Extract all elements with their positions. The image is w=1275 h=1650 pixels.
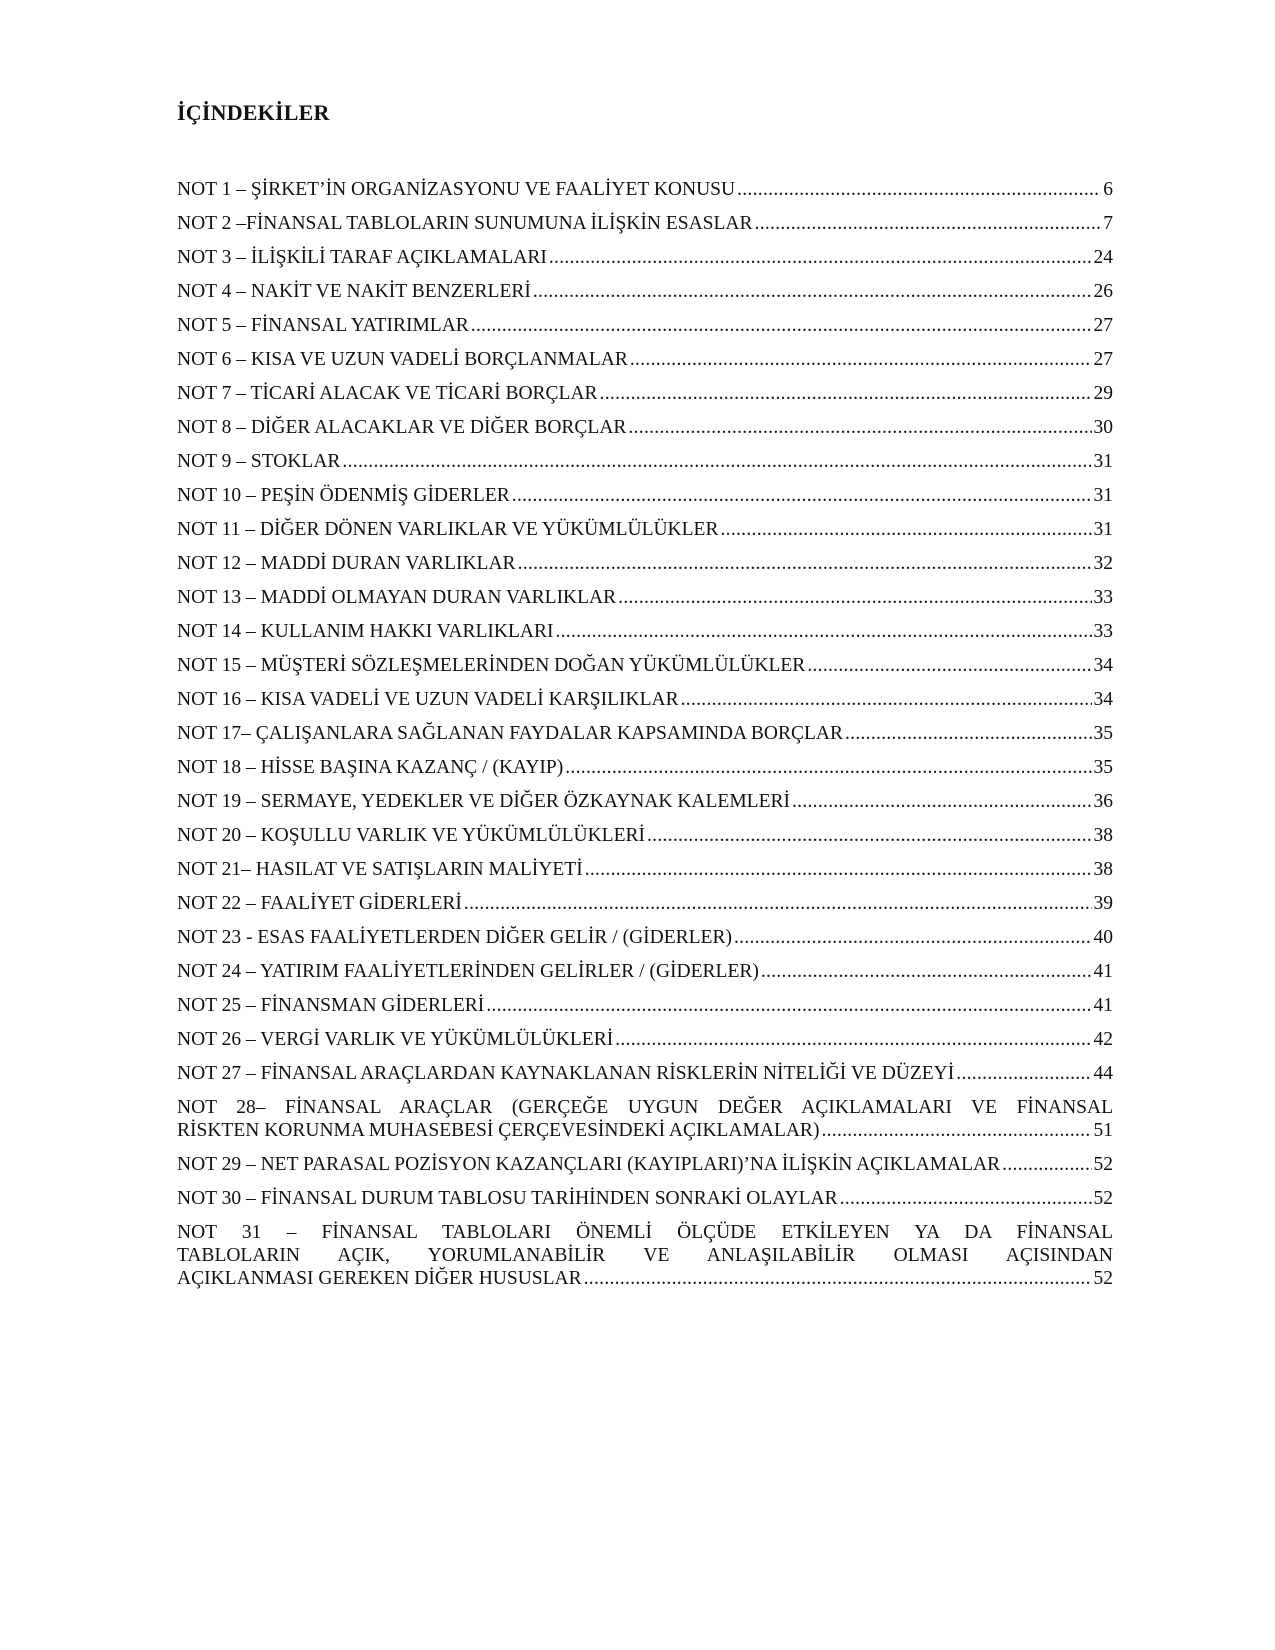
toc-page-number: 31: [1093, 485, 1113, 506]
toc-entry[interactable]: [177, 382, 1113, 405]
toc-entry-row: [177, 994, 1113, 1017]
toc-entry[interactable]: [177, 620, 1113, 643]
toc-page-number: 52: [1093, 1188, 1113, 1209]
dot-leader: [584, 1267, 1092, 1290]
toc-entry-row: [177, 1028, 1113, 1051]
toc-entry[interactable]: [177, 926, 1113, 949]
toc-entry[interactable]: [177, 518, 1113, 541]
toc-entry[interactable]: [177, 552, 1113, 575]
toc-entry-title: NOT 25 – FİNANSMAN GİDERLERİ: [177, 995, 485, 1016]
toc-entry-row: [177, 1267, 1113, 1290]
toc-page-number: 26: [1093, 281, 1113, 302]
dot-leader: [512, 484, 1092, 507]
toc-page-number: 30: [1093, 417, 1113, 438]
toc-entry-row: [177, 960, 1113, 983]
dot-leader: [761, 960, 1092, 983]
toc-page-number: 27: [1093, 349, 1113, 370]
toc-entry[interactable]: [177, 892, 1113, 915]
toc-entry[interactable]: [177, 790, 1113, 813]
toc-entry[interactable]: [177, 212, 1113, 235]
dot-leader: [486, 994, 1091, 1017]
toc-entry-row: [177, 620, 1113, 643]
toc-page-number: 33: [1093, 621, 1113, 642]
toc-page-number: 34: [1093, 689, 1113, 710]
toc-entry-title: NOT 10 – PEŞİN ÖDENMİŞ GİDERLER: [177, 485, 510, 506]
toc-page-number: 52: [1093, 1154, 1113, 1175]
toc-page-number: 35: [1093, 723, 1113, 744]
toc-entry-title: NOT 19 – SERMAYE, YEDEKLER VE DİĞER ÖZKAYNAK KALEMLERİ: [177, 791, 790, 812]
toc-entry-title: NOT 13 – MADDİ OLMAYAN DURAN VARLIKLAR: [177, 587, 617, 608]
toc-entry-title: NOT 18 – HİSSE BAŞINA KAZANÇ / (KAYIP): [177, 757, 564, 778]
dot-leader: [471, 314, 1092, 337]
dot-leader: [549, 246, 1092, 269]
toc-entry-title: NOT 29 – NET PARASAL POZİSYON KAZANÇLARI (KAYIPLARI)’NA İLİŞKİN AÇIKLAMALAR: [177, 1154, 1001, 1175]
toc-entry-title: NOT 20 – KOŞULLU VARLIK VE YÜKÜMLÜLÜKLERİ: [177, 825, 645, 846]
toc-entry-title: NOT 23 - ESAS FAALİYETLERDEN DİĞER GELİR / (GİDERLER): [177, 927, 732, 948]
toc-page-number: 34: [1093, 655, 1113, 676]
toc-entry-row: [177, 314, 1113, 337]
toc-page-number: 31: [1093, 519, 1113, 540]
toc-entry-title: NOT 3 – İLİŞKİLİ TARAF AÇIKLAMALARI: [177, 247, 547, 268]
toc-page-number: 52: [1093, 1268, 1113, 1289]
dot-leader: [807, 654, 1091, 677]
dot-leader: [555, 620, 1091, 643]
toc-entry-row: [177, 1187, 1113, 1210]
toc-entry-row: [177, 586, 1113, 609]
dot-leader: [628, 416, 1091, 439]
toc-entry-row: [177, 1062, 1113, 1085]
toc-entry-title-line: NOT 28– FİNANSAL ARAÇLAR (GERÇEĞE UYGUN DEĞER AÇIKLAMALARI VE FİNANSAL: [177, 1097, 1113, 1118]
toc-entry-title: NOT 16 – KISA VADELİ VE UZUN VADELİ KARŞILIKLAR: [177, 689, 679, 710]
dot-leader: [734, 926, 1092, 949]
toc-entry-title: NOT 4 – NAKİT VE NAKİT BENZERLERİ: [177, 281, 531, 302]
dot-leader: [1002, 1153, 1091, 1176]
toc-page-number: 27: [1093, 315, 1113, 336]
toc-entry[interactable]: [177, 722, 1113, 745]
toc-page-number: 44: [1093, 1063, 1113, 1084]
toc-entry-title-line: NOT 31 – FİNANSAL TABLOLARI ÖNEMLİ ÖLÇÜDE ETKİLEYEN YA DA FİNANSAL: [177, 1222, 1113, 1243]
toc-entry[interactable]: [177, 824, 1113, 847]
toc-entry-row: [177, 280, 1113, 303]
toc-page-number: 38: [1093, 825, 1113, 846]
dot-leader: [737, 178, 1101, 201]
dot-leader: [681, 688, 1092, 711]
toc-entry-title: NOT 30 – FİNANSAL DURUM TABLOSU TARİHİNDEN SONRAKİ OLAYLAR: [177, 1188, 838, 1209]
dot-leader: [755, 212, 1102, 235]
toc-entry-title: NOT 5 – FİNANSAL YATIRIMLAR: [177, 315, 469, 336]
toc-entry-title: NOT 8 – DİĞER ALACAKLAR VE DİĞER BORÇLAR: [177, 417, 627, 438]
toc-entry-row: [177, 450, 1113, 473]
toc-entry-row: [177, 382, 1113, 405]
toc-entry[interactable]: [177, 1153, 1113, 1176]
dot-leader: [518, 552, 1092, 575]
dot-leader: [585, 858, 1092, 881]
toc-entry[interactable]: [177, 280, 1113, 303]
toc-entry[interactable]: [177, 756, 1113, 779]
toc-entry-title: NOT 9 – STOKLAR: [177, 451, 341, 472]
toc-entry-title: NOT 14 – KULLANIM HAKKI VARLIKLARI: [177, 621, 554, 642]
toc-entry-row: [177, 246, 1113, 269]
dot-leader: [840, 1187, 1092, 1210]
toc-entry[interactable]: [177, 450, 1113, 473]
toc-entry-title: NOT 26 – VERGİ VARLIK VE YÜKÜMLÜLÜKLERİ: [177, 1029, 614, 1050]
toc-entry-title: NOT 7 – TİCARİ ALACAK VE TİCARİ BORÇLAR: [177, 383, 598, 404]
toc-page-number: 36: [1093, 791, 1113, 812]
toc-page-number: 40: [1093, 927, 1113, 948]
toc-entry[interactable]: [177, 586, 1113, 609]
toc-entry-title: NOT 2 –FİNANSAL TABLOLARIN SUNUMUNA İLİŞKİN ESASLAR: [177, 213, 753, 234]
toc-entry-title: NOT 24 – YATIRIM FAALİYETLERİNDEN GELİRLER / (GİDERLER): [177, 961, 759, 982]
toc-page-number: 32: [1093, 553, 1113, 574]
toc-entry[interactable]: [177, 314, 1113, 337]
toc-page-number: 29: [1093, 383, 1113, 404]
toc-entry-row: [177, 416, 1113, 439]
dot-leader: [845, 722, 1092, 745]
toc-entry-title: NOT 12 – MADDİ DURAN VARLIKLAR: [177, 553, 516, 574]
dot-leader: [533, 280, 1092, 303]
dot-leader: [821, 1119, 1091, 1142]
toc-page-number: 7: [1103, 213, 1113, 234]
toc-entry-row: [177, 484, 1113, 507]
toc-page-number: 41: [1093, 995, 1113, 1016]
toc-entry[interactable]: [177, 178, 1113, 201]
toc-entry-title: NOT 1 – ŞİRKET’İN ORGANİZASYONU VE FAALİYET KONUSU: [177, 179, 736, 200]
toc-entry[interactable]: [177, 994, 1113, 1017]
toc-entry-row: [177, 756, 1113, 779]
dot-leader: [565, 756, 1091, 779]
toc-entry-title: NOT 15 – MÜŞTERİ SÖZLEŞMELERİNDEN DOĞAN YÜKÜMLÜLÜKLER: [177, 655, 806, 676]
toc-entry-row: [177, 348, 1113, 371]
dot-leader: [720, 518, 1091, 541]
toc-entry-title: RİSKTEN KORUNMA MUHASEBESİ ÇERÇEVESİNDEKİ AÇIKLAMALAR): [177, 1120, 820, 1141]
toc-entry-row: [177, 1153, 1113, 1176]
dot-leader: [956, 1062, 1091, 1085]
dot-leader: [630, 348, 1092, 371]
toc-page-number: 39: [1093, 893, 1113, 914]
toc-entry-row: [177, 722, 1113, 745]
toc-entry[interactable]: [177, 858, 1113, 881]
toc-entry[interactable]: [177, 246, 1113, 269]
toc-entry[interactable]: [177, 1096, 1113, 1142]
toc-entry-row: [177, 552, 1113, 575]
toc-entry-title: NOT 21– HASILAT VE SATIŞLARIN MALİYETİ: [177, 859, 583, 880]
toc-entry[interactable]: [177, 688, 1113, 711]
toc-entry-row: [177, 178, 1113, 201]
dot-leader: [792, 790, 1092, 813]
toc-entry[interactable]: [177, 654, 1113, 677]
toc-entry-row: [177, 858, 1113, 881]
toc-entry-row: [177, 518, 1113, 541]
toc-entry[interactable]: [177, 1028, 1113, 1051]
toc-entry-row: [177, 926, 1113, 949]
dot-leader: [615, 1028, 1091, 1051]
toc-page-number: 35: [1093, 757, 1113, 778]
toc-page-number: 38: [1093, 859, 1113, 880]
toc-entry-title: NOT 11 – DİĞER DÖNEN VARLIKLAR VE YÜKÜMLÜLÜKLER: [177, 519, 719, 540]
toc-entry[interactable]: [177, 1062, 1113, 1085]
toc-page-number: 24: [1093, 247, 1113, 268]
toc-entry[interactable]: [177, 1187, 1113, 1210]
dot-leader: [600, 382, 1092, 405]
toc-page-number: 6: [1103, 179, 1113, 200]
toc-entry-row: [177, 1119, 1113, 1142]
toc-entry-title: NOT 22 – FAALİYET GİDERLERİ: [177, 893, 462, 914]
toc-entry[interactable]: [177, 348, 1113, 371]
toc-entry-title-line: TABLOLARIN AÇIK, YORUMLANABİLİR VE ANLAŞILABİLİR OLMASI AÇISINDAN: [177, 1245, 1113, 1266]
toc-page-number: 41: [1093, 961, 1113, 982]
toc-entry-row: [177, 212, 1113, 235]
toc-entry-title: NOT 27 – FİNANSAL ARAÇLARDAN KAYNAKLANAN RİSKLERİN NİTELİĞİ VE DÜZEYİ: [177, 1063, 955, 1084]
dot-leader: [647, 824, 1092, 847]
toc-page-number: 31: [1093, 451, 1113, 472]
toc-entry-row: [177, 654, 1113, 677]
dot-leader: [464, 892, 1092, 915]
toc-entry[interactable]: [177, 416, 1113, 439]
toc-entry-title: NOT 6 – KISA VE UZUN VADELİ BORÇLANMALAR: [177, 349, 628, 370]
toc-entry-title: AÇIKLANMASI GEREKEN DİĞER HUSUSLAR: [177, 1268, 582, 1289]
toc-entry-row: [177, 824, 1113, 847]
page-title: İÇİNDEKİLER: [177, 100, 330, 125]
toc-entry[interactable]: [177, 960, 1113, 983]
dot-leader: [618, 586, 1091, 609]
table-of-contents: [177, 178, 1113, 1301]
toc-entry-row: [177, 688, 1113, 711]
dot-leader: [342, 450, 1091, 473]
toc-entry[interactable]: [177, 1221, 1113, 1290]
toc-page-number: 42: [1093, 1029, 1113, 1050]
toc-entry-row: [177, 790, 1113, 813]
toc-entry[interactable]: [177, 484, 1113, 507]
toc-page-number: 51: [1093, 1120, 1113, 1141]
toc-entry-row: [177, 892, 1113, 915]
toc-entry-title: NOT 17– ÇALIŞANLARA SAĞLANAN FAYDALAR KAPSAMINDA BORÇLAR: [177, 723, 843, 744]
toc-page-number: 33: [1093, 587, 1113, 608]
